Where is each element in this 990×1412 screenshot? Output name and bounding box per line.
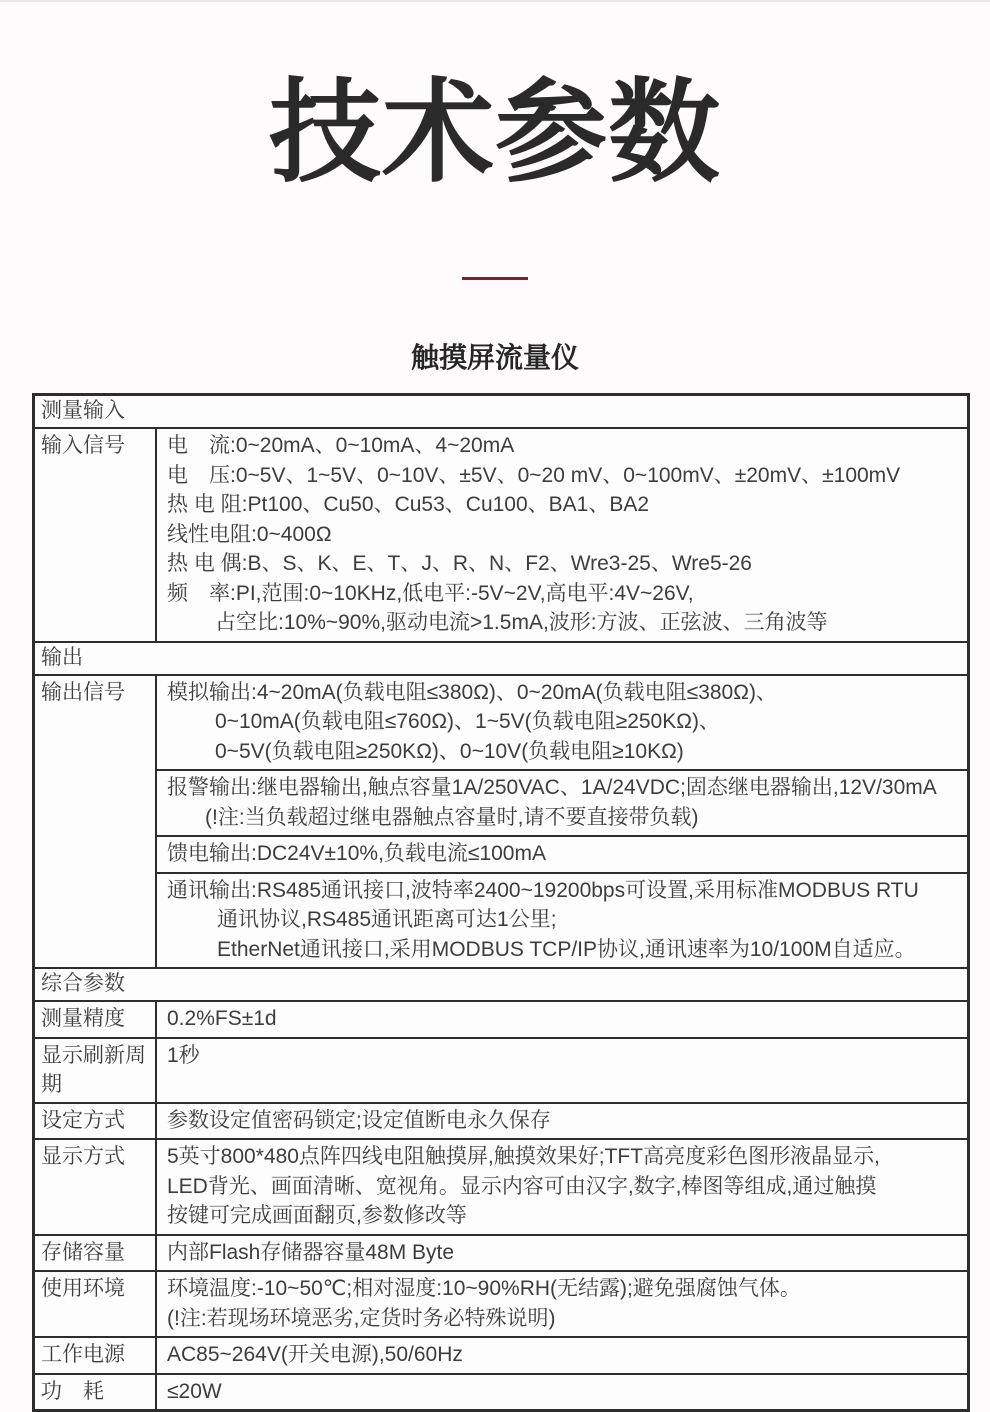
row-label: 输出信号 bbox=[35, 676, 157, 968]
row-output-signal bbox=[35, 676, 967, 970]
spec-line: 占空比:10%~90%,驱动电流>1.5mA,波形:方波、正弦波、三角波等 bbox=[215, 611, 828, 634]
spec-line: 0.2%FS±1d bbox=[167, 1007, 277, 1030]
spec-line: ≤20W bbox=[167, 1379, 222, 1403]
spec-line: 馈电输出:DC24V±10%,负载电流≤100mA bbox=[167, 842, 546, 865]
spec-line: LED背光、画面清晰、宽视角。显示内容可由汉字,数字,棒图等组成,通过触摸 bbox=[167, 1174, 877, 1198]
row-label: 设定方式 bbox=[35, 1104, 157, 1139]
row-content bbox=[157, 1002, 967, 1037]
comm-output-block bbox=[157, 874, 967, 968]
row-power-consumption bbox=[35, 1375, 967, 1410]
spec-line: (!注:当负载超过继电器触点容量时,请不要直接带负载) bbox=[205, 805, 699, 829]
row-label: 功 耗 bbox=[35, 1375, 157, 1410]
row-storage bbox=[35, 1236, 967, 1273]
spec-line: 报警输出:继电器输出,触点容量1A/250VAC、1A/24VDC;固态继电器输出,12V/30mA bbox=[167, 776, 937, 799]
row-accuracy bbox=[35, 1002, 967, 1039]
row-content bbox=[157, 1104, 967, 1139]
analog-output-block bbox=[157, 676, 967, 772]
row-content bbox=[157, 1039, 967, 1102]
spec-line: 热 电 偶:B、S、K、E、T、J、R、N、F2、Wre3-25、Wre5-26 bbox=[167, 552, 752, 575]
spec-line: 内部Flash存储器容量48M Byte bbox=[167, 1240, 455, 1264]
section-header-output: 输出 bbox=[35, 643, 967, 676]
row-content bbox=[157, 1375, 967, 1410]
spec-line: 0~10mA(负载电阻≤760Ω)、1~5V(负载电阻≥250KΩ)、 bbox=[215, 710, 720, 733]
row-label: 测量精度 bbox=[35, 1002, 157, 1037]
spec-line: (!注:若现场环境恶劣,定货时务必特殊说明) bbox=[167, 1306, 556, 1330]
spec-line: 通讯输出:RS485通讯接口,波特率2400~19200bps可设置,采用标准MODBUS RTU bbox=[167, 878, 919, 902]
row-refresh-period bbox=[35, 1039, 967, 1104]
spec-line: 模拟输出:4~20mA(负载电阻≤380Ω)、0~20mA(负载电阻≤380Ω)、 bbox=[167, 680, 777, 704]
page-subtitle: 触摸屏流量仪 bbox=[410, 342, 579, 373]
section-header-general: 综合参数 bbox=[35, 969, 967, 1002]
spec-line: 按键可完成画面翻页,参数修改等 bbox=[167, 1204, 467, 1227]
spec-line: 0~5V(负载电阻≥250KΩ)、0~10V(负载电阻≥10KΩ) bbox=[215, 739, 684, 763]
spec-line: 热 电 阻:Pt100、Cu50、Cu53、Cu100、BA1、BA2 bbox=[167, 493, 650, 516]
row-content bbox=[157, 1236, 967, 1271]
feed-output-block bbox=[157, 837, 967, 874]
accent-divider bbox=[462, 277, 528, 280]
spec-line: 参数设定值密码锁定;设定值断电永久保存 bbox=[167, 1108, 551, 1132]
row-label: 显示刷新周期 bbox=[35, 1039, 157, 1102]
row-content bbox=[157, 1272, 967, 1336]
row-content bbox=[157, 1338, 967, 1373]
spec-line: 环境温度:-10~50℃;相对湿度:10~90%RH(无结露);避免强腐蚀气体。 bbox=[167, 1277, 801, 1300]
page-title: 技术参数 bbox=[269, 70, 721, 195]
spec-line: EtherNet通讯接口,采用MODBUS TCP/IP协议,通讯速率为10/100M自适应。 bbox=[217, 937, 916, 961]
page-top-edge bbox=[0, 0, 990, 2]
spec-line: 线性电阻:0~400Ω bbox=[167, 522, 332, 546]
spec-line: 1秒 bbox=[167, 1043, 200, 1067]
row-power-supply bbox=[35, 1338, 967, 1375]
row-label: 输入信号 bbox=[35, 429, 157, 641]
row-label: 使用环境 bbox=[35, 1272, 157, 1336]
spec-line: 电 流:0~20mA、0~10mA、4~20mA bbox=[167, 434, 515, 457]
spec-line: 通讯协议,RS485通讯距离可达1公里; bbox=[217, 908, 557, 931]
row-setting-method bbox=[35, 1104, 967, 1141]
spec-line: 5英寸800*480点阵四线电阻触摸屏,触摸效果好;TFT高亮度彩色图形液晶显示, bbox=[167, 1145, 880, 1168]
row-display-method bbox=[35, 1140, 967, 1236]
row-content bbox=[157, 429, 967, 641]
row-environment bbox=[35, 1272, 967, 1338]
spec-line: AC85~264V(开关电源),50/60Hz bbox=[167, 1343, 463, 1366]
row-label: 存储容量 bbox=[35, 1236, 157, 1271]
row-input-signal bbox=[35, 429, 967, 643]
section-header-measure-input: 测量输入 bbox=[35, 396, 967, 429]
row-content bbox=[157, 1140, 967, 1234]
row-label: 显示方式 bbox=[35, 1140, 157, 1234]
spec-line: 电 压:0~5V、1~5V、0~10V、±5V、0~20 mV、0~100mV、±20mV、±100mV bbox=[167, 463, 901, 487]
row-content bbox=[157, 676, 967, 968]
spec-table bbox=[32, 393, 970, 1412]
spec-line: 频 率:PI,范围:0~10KHz,低电平:-5V~2V,高电平:4V~26V, bbox=[167, 581, 694, 605]
alarm-output-block bbox=[157, 771, 967, 837]
row-label: 工作电源 bbox=[35, 1338, 157, 1373]
